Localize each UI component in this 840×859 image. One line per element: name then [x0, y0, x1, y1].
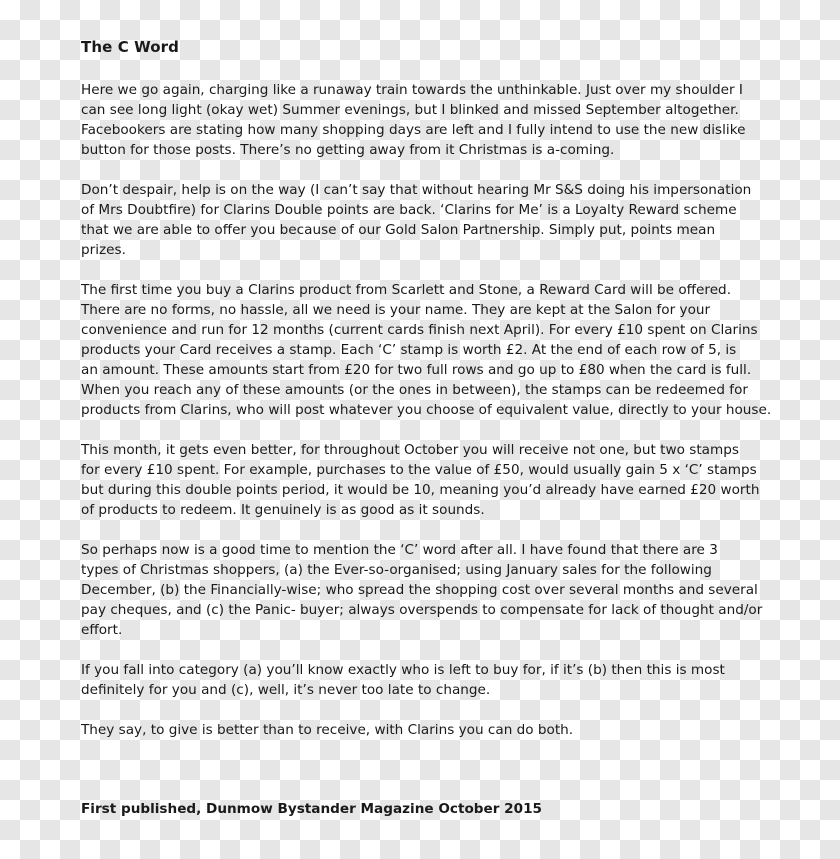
text-line: button for those posts. There’s no getting away from it Christmas is a-coming.: [81, 142, 615, 158]
text-line: Here we go again, charging like a runaway train towards the unthinkable. Just over my shoulder I: [81, 82, 743, 98]
text-line: for every £10 spent. For example, purchases to the value of £50, would usually gain 5 x ‘C’ stamps: [81, 462, 757, 478]
text-line: pay cheques, and (c) the Panic- buyer; always overspends to compensate for lack of thought and/or: [81, 602, 763, 618]
text-line: products from Clarins, who will post whatever you choose of equivalent value, directly to your house.: [81, 402, 772, 418]
text-line: an amount. These amounts start from £20 for two full rows and go up to £80 when the card is full.: [81, 362, 752, 378]
text-line: but during this double points period, it would be 10, meaning you’d already have earned £20 worth: [81, 482, 760, 498]
text-line: When you reach any of these amounts (or the ones in between), the stamps can be redeemed for: [81, 382, 748, 398]
text-line: definitely for you and (c), well, it’s never too late to change.: [81, 682, 491, 698]
text-line: of products to redeem. It genuinely is as good as it sounds.: [81, 502, 485, 518]
text-line: types of Christmas shoppers, (a) the Ever-so-organised; using January sales for the following: [81, 562, 712, 578]
text-line: Don’t despair, help is on the way (I can’t say that without hearing Mr S&S doing his impersonation: [81, 182, 752, 198]
text-line: Facebookers are stating how many shopping days are left and I fully intend to use the new dislike: [81, 122, 746, 138]
text-line: The first time you buy a Clarins product from Scarlett and Stone, a Reward Card will be offered.: [81, 282, 732, 298]
document-title: The C Word: [81, 38, 179, 56]
text-line: December, (b) the Financially-wise; who spread the shopping cost over several months and several: [81, 582, 758, 598]
paragraph-5: [81, 540, 771, 640]
text-line: prizes.: [81, 242, 126, 258]
text-line: can see long light (okay wet) Summer evenings, but I blinked and missed September altogether.: [81, 102, 739, 118]
text-line: that we are able to offer you because of our Gold Salon Partnership. Simply put, points mean: [81, 222, 716, 238]
text-line: convenience and run for 12 months (current cards finish next April). For every £10 spent on Clarins: [81, 322, 758, 338]
paragraph-7: [81, 720, 771, 740]
paragraph-6: [81, 660, 771, 700]
text-line: This month, it gets even better, for throughout October you will receive not one, but two stamps: [81, 442, 739, 458]
paragraph-2: [81, 180, 771, 260]
publication-credit: First published, Dunmow Bystander Magazine October 2015: [81, 801, 543, 817]
document-body: [81, 80, 771, 760]
text-line: products your Card receives a stamp. Each ‘C’ stamp is worth £2. At the end of each row of 5, is: [81, 342, 737, 358]
text-line: So perhaps now is a good time to mention the ‘C’ word after all. I have found that there are 3: [81, 542, 718, 558]
paragraph-4: [81, 440, 771, 520]
text-line: If you fall into category (a) you’ll know exactly who is left to buy for, if it’s (b) then this is most: [81, 662, 725, 678]
text-line: There are no forms, no hassle, all we need is your name. They are kept at the Salon for your: [81, 302, 711, 318]
text-line: They say, to give is better than to receive, with Clarins you can do both.: [81, 722, 574, 738]
text-line: of Mrs Doubtfire) for Clarins Double points are back. ‘Clarins for Me’ is a Loyalty Reward scheme: [81, 202, 737, 218]
paragraph-1: [81, 80, 771, 160]
text-line: effort.: [81, 622, 123, 638]
paragraph-3: [81, 280, 771, 420]
